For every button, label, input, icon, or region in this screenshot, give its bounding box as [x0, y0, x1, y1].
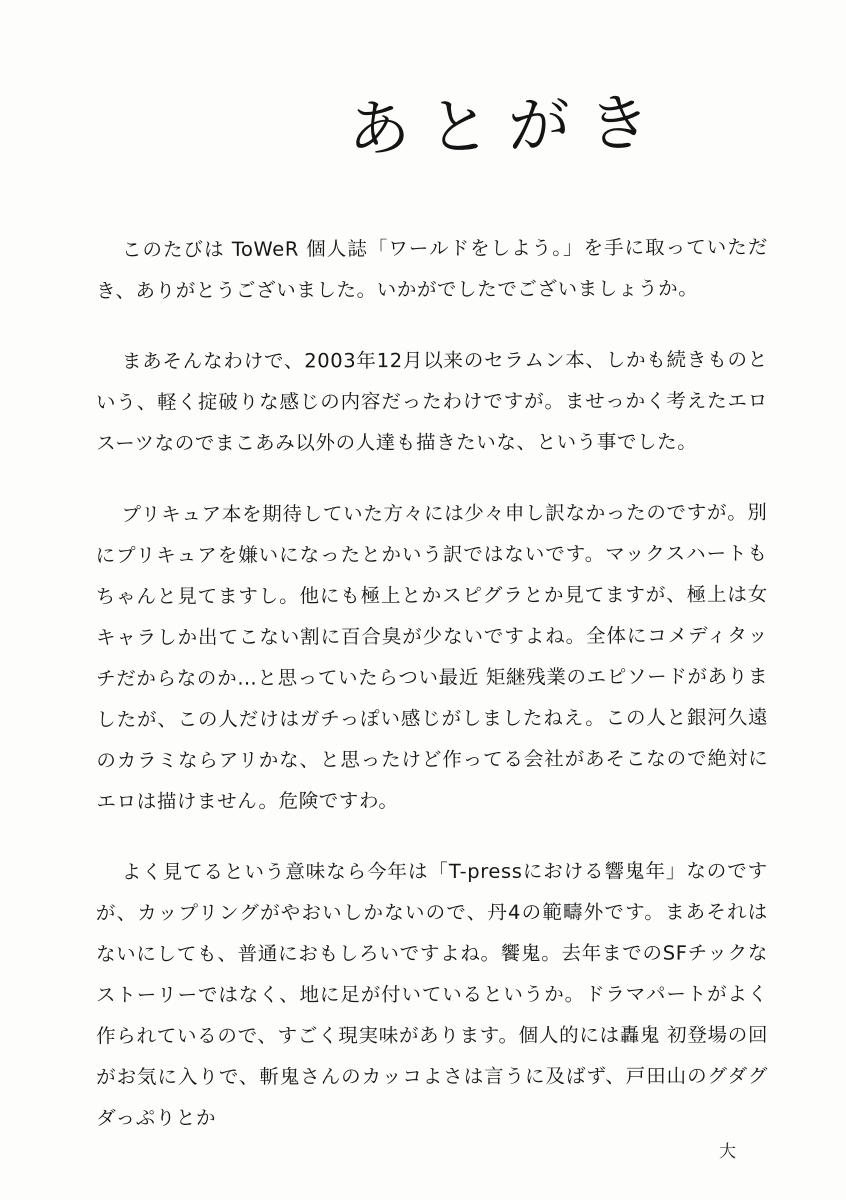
page-mark: 大 [719, 1142, 736, 1162]
paragraph-4: よく見てるという意味なら今年は「T-pressにおける響鬼年」なのですが、カップリングがやおいしかないので、丹4の範疇外です。まあそれはないにしても、普通におもしろいですよね。饗鬼。去年までのSFチックなストーリーではなく、地に足が付いているというか。ドラマパートがよく作られているので、すごく現実味があります。個人的には轟鬼 初登場の回がお気に入りで、斬鬼さんのカッコよさは言うに及ばず、戸田山のグダグダっぷりとか [95, 859, 769, 1130]
page-title: あとがき [347, 85, 669, 166]
paragraph-1: このたびは ToWeR 個人誌「ワールドをしよう。」を手に取っていただき、ありがとうございました。いかがでしたでございましょうか。 [96, 235, 768, 303]
paragraph-2: まあそんなわけで、2003年12月以来のセラムン本、しかも続きものという、軽く掟破りな感じの内容だったわけですが。ませっかく考えたエロスーツなのでまこあみ以外の人達も描きたいな、という事でした。 [95, 348, 769, 455]
paragraph-3: プリキュア本を期待していた方々には少々申し訳なかったのですが。別にプリキュアを嫌いになったとかいう訳ではないです。マックスハートもちゃんと見てますし。他にも極上とかスピグラとか見てますが、極上は女キャラしか出てこない割に百合臭が少ないですよね。全体にコメディタッチだからなのか…と思っていたらつい最近 矩継残業のエピソードがありましたが、この人だけはガチっぽい感じがしましたねえ。この人と銀河久遠のカラミならアリかな、と思ったけど作ってる会社があそこなので絶対にエロは描けません。危険ですわ。 [95, 500, 769, 814]
afterword-body [96, 228, 768, 1168]
